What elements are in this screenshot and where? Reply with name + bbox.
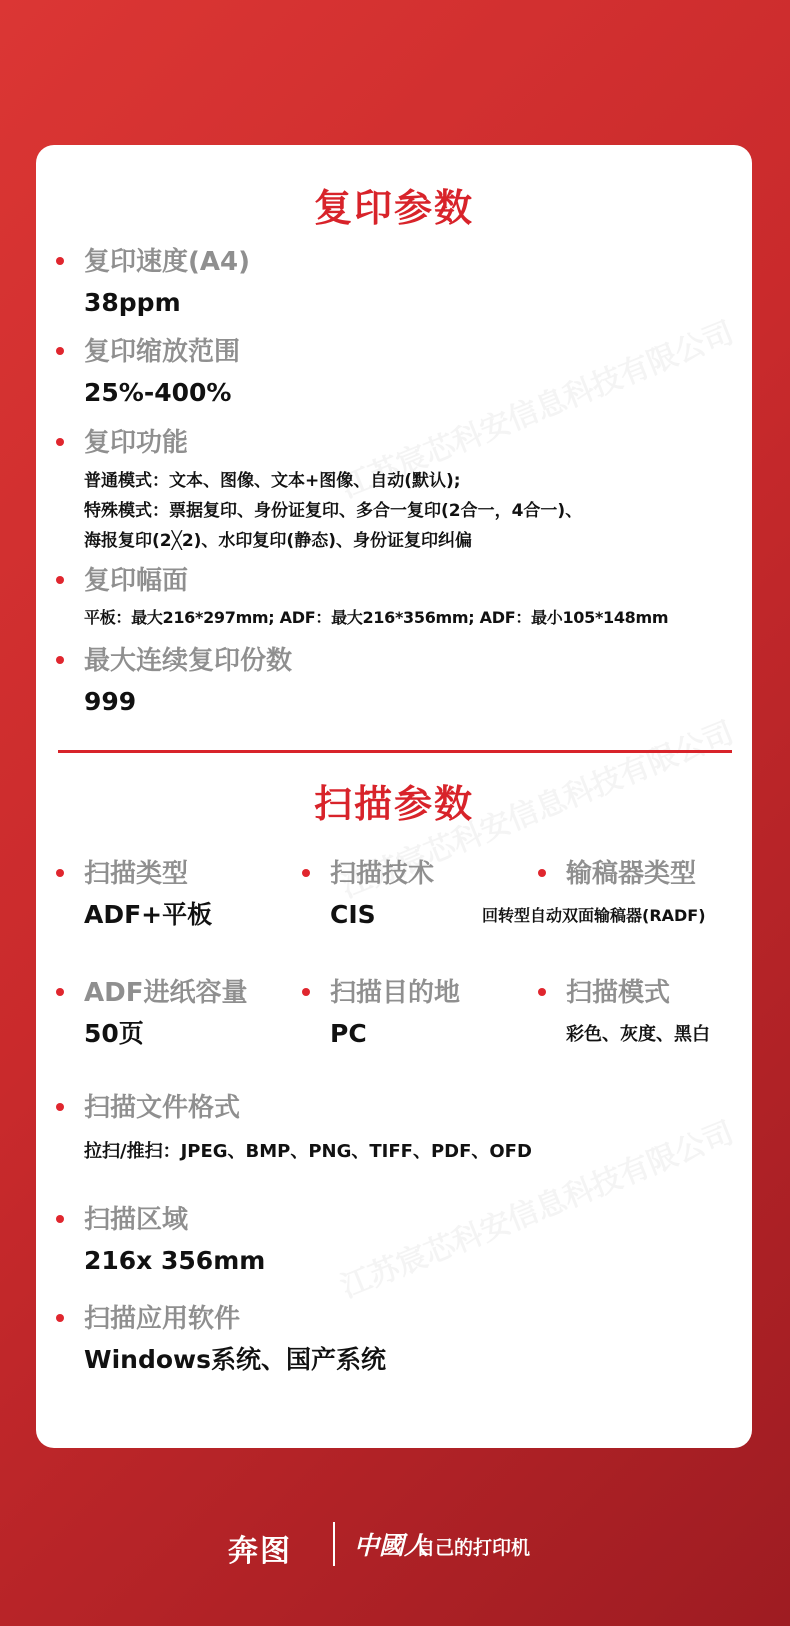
item-label: 扫描技术 <box>330 859 435 889</box>
copy-section-title: 复印参数 <box>313 186 474 230</box>
item-label: 最大连续复印份数 <box>84 646 293 676</box>
bullet-icon <box>56 347 64 355</box>
bullet-icon <box>56 257 64 265</box>
bullet-icon <box>56 1215 64 1223</box>
item-label: 复印缩放范围 <box>84 337 241 367</box>
item-value: 平板：最大216*297mm; ADF：最大216*356mm; ADF：最小105*148mm <box>84 608 669 627</box>
item-value: 彩色、灰度、黑白 <box>566 1024 710 1045</box>
scan-tech-item <box>330 859 434 931</box>
item-value: 38ppm <box>84 288 181 317</box>
item-label: 扫描文件格式 <box>84 1093 241 1123</box>
item-label: ADF进纸容量 <box>84 978 248 1008</box>
section-divider <box>58 750 732 753</box>
copy-function-item <box>84 428 582 556</box>
copy-speed-item <box>84 247 250 319</box>
spec-card <box>36 145 752 1448</box>
brand-logo: 奔图 <box>228 1534 292 1569</box>
copy-size-item <box>84 566 668 632</box>
bullet-icon <box>56 438 64 446</box>
item-label: 复印速度(A4) <box>84 247 250 277</box>
item-label: 扫描区域 <box>84 1205 189 1235</box>
bullet-icon <box>56 656 64 664</box>
bullet-icon <box>56 869 64 877</box>
bullet-icon <box>56 1103 64 1111</box>
copy-max-copies-item <box>84 646 292 718</box>
item-value-line: 普通模式：文本、图像、文本+图像、自动(默认); <box>84 471 461 491</box>
item-value: 回转型自动双面输稿器(RADF) <box>482 906 706 925</box>
item-label: 复印功能 <box>84 428 189 458</box>
copy-zoom-item <box>84 337 240 409</box>
item-value: 25%-400% <box>84 378 232 407</box>
slogan-text: 自己的打印机 <box>416 1537 531 1559</box>
item-label: 扫描类型 <box>84 859 189 889</box>
scan-area-item <box>84 1205 265 1277</box>
item-value: PC <box>330 1019 367 1048</box>
adf-capacity-item <box>84 978 247 1050</box>
bullet-icon <box>56 1314 64 1322</box>
footer <box>0 1522 790 1572</box>
scan-mode-item <box>566 978 710 1050</box>
slogan-mark: 中國人 <box>354 1531 430 1560</box>
feeder-type-item <box>482 859 706 931</box>
item-value: ADF+平板 <box>84 900 213 929</box>
item-value: 拉扫/推扫：JPEG、BMP、PNG、TIFF、PDF、OFD <box>84 1141 532 1162</box>
item-value-line: 海报复印(2╳2)、水印复印(静态)、身份证复印纠偏 <box>84 531 472 551</box>
item-label: 输稿器类型 <box>566 859 697 889</box>
bullet-icon <box>538 988 546 996</box>
item-value: CIS <box>330 900 376 929</box>
bullet-icon <box>302 869 310 877</box>
bullet-icon <box>302 988 310 996</box>
item-value: 999 <box>84 687 137 716</box>
scan-software-item <box>84 1304 386 1376</box>
item-label: 复印幅面 <box>84 566 189 596</box>
scan-section-title: 扫描参数 <box>313 782 474 826</box>
item-label: 扫描应用软件 <box>84 1304 241 1334</box>
scan-format-item <box>84 1093 532 1167</box>
item-value: Windows系统、国产系统 <box>84 1345 386 1374</box>
item-label: 扫描目的地 <box>330 978 461 1008</box>
scan-destination-item <box>330 978 460 1050</box>
item-label: 扫描模式 <box>566 978 671 1008</box>
footer-divider <box>333 1522 335 1566</box>
item-value: 216x 356mm <box>84 1246 266 1275</box>
bullet-icon <box>538 869 546 877</box>
item-value-line: 特殊模式：票据复印、身份证复印、多合一复印(2合一，4合一)、 <box>84 501 583 521</box>
scan-type-item <box>84 859 212 931</box>
item-value: 50页 <box>84 1019 144 1048</box>
bullet-icon <box>56 988 64 996</box>
bullet-icon <box>56 576 64 584</box>
